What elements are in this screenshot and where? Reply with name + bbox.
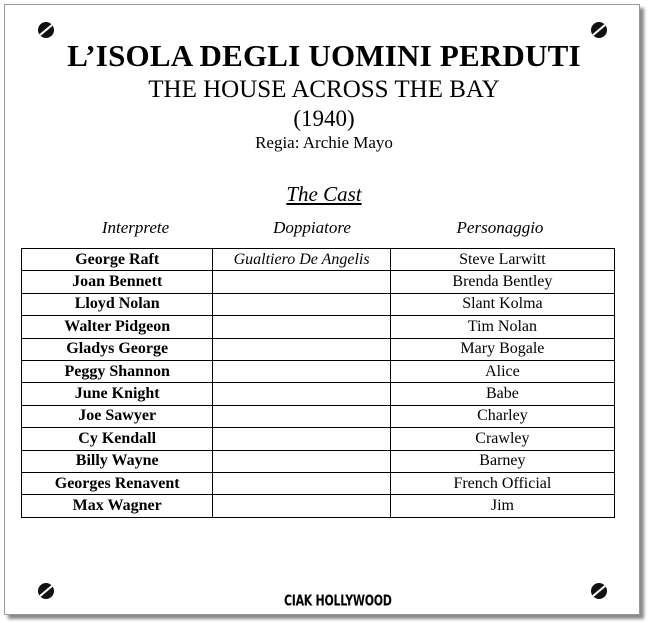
actor-cell: Lloyd Nolan: [22, 293, 213, 315]
release-year: (1940): [293, 106, 355, 131]
original-title: THE HOUSE ACROSS THE BAY: [148, 76, 500, 103]
screw-icon: [38, 22, 54, 38]
dubber-cell: [213, 383, 390, 405]
role-cell: Babe: [390, 383, 614, 405]
role-cell: Barney: [390, 450, 614, 472]
table-row: [22, 293, 615, 315]
role-cell: Crawley: [390, 428, 614, 450]
table-row: [22, 383, 615, 405]
dubber-cell: [213, 495, 390, 517]
table-row: [22, 450, 615, 472]
ciak-hollywood-logo: CIAK HOLLYWOOD: [284, 592, 392, 610]
table-row: [22, 495, 615, 517]
actor-cell: Cy Kendall: [22, 428, 213, 450]
dubber-cell: [213, 293, 390, 315]
role-cell: French Official: [390, 472, 614, 494]
dubber-cell: [213, 338, 390, 360]
dubber-cell: [213, 428, 390, 450]
dubber-cell: Gualtiero De Angelis: [213, 249, 390, 271]
table-row: [22, 360, 615, 382]
dubber-cell: [213, 360, 390, 382]
cast-table: [21, 248, 615, 518]
cast-heading: The Cast: [286, 182, 362, 206]
actor-cell: Billy Wayne: [22, 450, 213, 472]
table-row: [22, 316, 615, 338]
screw-icon: [38, 583, 54, 599]
actor-cell: Gladys George: [22, 338, 213, 360]
dubber-cell: [213, 316, 390, 338]
column-header-doppiatore: Doppiatore: [273, 218, 351, 237]
actor-cell: Peggy Shannon: [22, 360, 213, 382]
column-header-interprete: Interprete: [101, 218, 170, 237]
director-credit: Regia: Archie Mayo: [255, 133, 393, 152]
role-cell: Alice: [390, 360, 614, 382]
actor-cell: Max Wagner: [22, 495, 213, 517]
table-row: [22, 405, 615, 427]
role-cell: Brenda Bentley: [390, 271, 614, 293]
table-row: [22, 271, 615, 293]
dubber-cell: [213, 472, 390, 494]
table-row: [22, 472, 615, 494]
table-row: [22, 338, 615, 360]
column-header-personaggio: Personaggio: [456, 218, 544, 237]
dubber-cell: [213, 405, 390, 427]
role-cell: Steve Larwitt: [390, 249, 614, 271]
table-row: [22, 249, 615, 271]
role-cell: Mary Bogale: [390, 338, 614, 360]
role-cell: Tim Nolan: [390, 316, 614, 338]
actor-cell: Walter Pidgeon: [22, 316, 213, 338]
italian-title: L’ISOLA DEGLI UOMINI PERDUTI: [67, 38, 581, 73]
table-row: [22, 428, 615, 450]
actor-cell: Joe Sawyer: [22, 405, 213, 427]
role-cell: Charley: [390, 405, 614, 427]
actor-cell: Georges Renavent: [22, 472, 213, 494]
screw-icon: [591, 22, 607, 38]
role-cell: Jim: [390, 495, 614, 517]
role-cell: Slant Kolma: [390, 293, 614, 315]
actor-cell: June Knight: [22, 383, 213, 405]
screw-icon: [591, 583, 607, 599]
actor-cell: George Raft: [22, 249, 213, 271]
dubber-cell: [213, 271, 390, 293]
dubber-cell: [213, 450, 390, 472]
actor-cell: Joan Bennett: [22, 271, 213, 293]
